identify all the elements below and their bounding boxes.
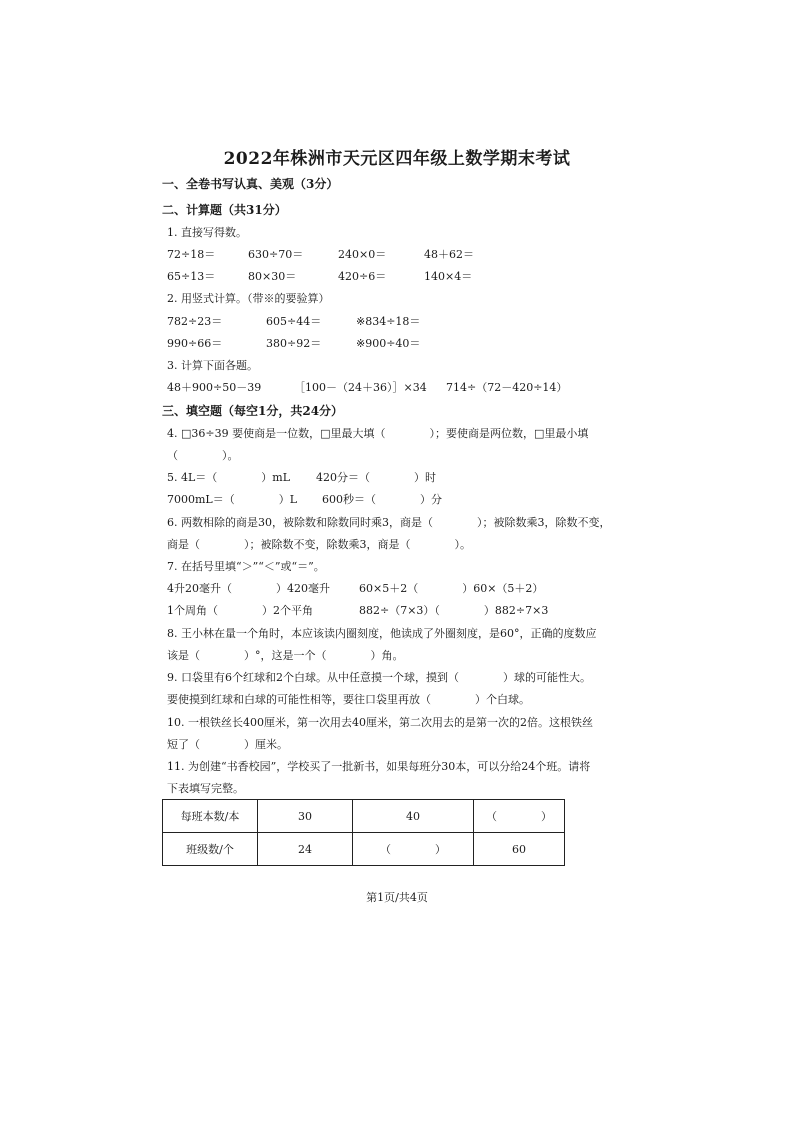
- q1-item: 630÷70＝: [248, 248, 304, 261]
- question-7-item: 1个周角（ ）2个平角: [167, 604, 313, 617]
- question-2-heading: 2. 用竖式计算。（带※的要验算）: [167, 292, 330, 305]
- q2-item: 990÷66＝: [167, 337, 223, 350]
- table-cell: 40: [353, 800, 474, 833]
- question-8-line: 8. 王小林在量一个角时，本应该读内圈刻度，他读成了外圈刻度，是60°，正确的度数应: [167, 627, 597, 640]
- question-6-line: 商是（ ）；被除数不变，除数乘3，商是（ ）。: [167, 538, 471, 551]
- question-6-line: 6. 两数相除的商是30，被除数和除数同时乘3，商是（ ）；被除数乘3，除数不变，: [167, 516, 611, 529]
- q2-item: ※834÷18＝: [356, 315, 421, 328]
- q1-item: 48＋62＝: [424, 248, 474, 261]
- q2-item: 380÷92＝: [266, 337, 322, 350]
- q1-item: 65÷13＝: [167, 270, 216, 283]
- q2-item: ※900÷40＝: [356, 337, 421, 350]
- q1-item: 140×4＝: [424, 270, 473, 283]
- question-7-item: 4升20毫升（ ）420毫升: [167, 582, 330, 595]
- q1-item: 80×30＝: [248, 270, 297, 283]
- question-9-line: 9. 口袋里有6个红球和2个白球。从中任意摸一个球，摸到（ ）球的可能性大。: [167, 671, 591, 684]
- q3-item: 48＋900÷50－39: [167, 381, 262, 394]
- question-7-heading: 7. 在括号里填“＞”“＜”或“＝”。: [167, 560, 325, 573]
- question-11-line: 11. 为创建“书香校园”，学校买了一批新书，如果每班分30本，可以分给24个班。请将: [167, 760, 591, 773]
- question-5-item: 5. 4L＝（ ）mL: [167, 471, 291, 484]
- q1-item: 240×0＝: [338, 248, 387, 261]
- q1-item: 420÷6＝: [338, 270, 387, 283]
- q1-item: 72÷18＝: [167, 248, 216, 261]
- question-7-item: 882÷（7×3）（ ）882÷7×3: [359, 604, 549, 617]
- question-5-item: 600秒＝（ ）分: [322, 493, 442, 506]
- table-cell: （ ）: [353, 833, 474, 866]
- table-cell: 24: [258, 833, 353, 866]
- question-1-heading: 1. 直接写得数。: [167, 226, 247, 239]
- table-cell: 60: [474, 833, 565, 866]
- table-cell: 30: [258, 800, 353, 833]
- section-heading-1: 一、全卷书写认真、美观（3分）: [162, 177, 339, 191]
- question-5-item: 420分＝（ ）时: [316, 471, 436, 484]
- question-7-item: 60×5＋2（ ）60×（5＋2）: [359, 582, 544, 595]
- question-3-heading: 3. 计算下面各题。: [167, 359, 258, 372]
- question-5-item: 7000mL＝（ ）L: [167, 493, 298, 506]
- question-4-line: （ ）。: [167, 449, 239, 462]
- table-cell: （ ）: [474, 800, 565, 833]
- q2-item: 782÷23＝: [167, 315, 223, 328]
- table-cell: 班级数/个: [163, 833, 258, 866]
- page-footer: 第1页/共4页: [366, 891, 428, 904]
- question-10-line: 10. 一根铁丝长400厘米，第一次用去40厘米，第二次用去的是第一次的2倍。这根铁丝: [167, 716, 593, 729]
- question-9-line: 要使摸到红球和白球的可能性相等，要往口袋里再放（ ）个白球。: [167, 693, 530, 706]
- table-row: [163, 800, 565, 833]
- table-cell: 每班本数/本: [163, 800, 258, 833]
- section-heading-3: 三、填空题（每空1分，共24分）: [162, 404, 344, 418]
- question-4-line: 4. □36÷39 要使商是一位数，□里最大填（ ）；要使商是两位数，□里最小填: [167, 427, 589, 440]
- table-row: [163, 833, 565, 866]
- q3-item: 714÷（72－420÷14）: [446, 381, 568, 394]
- question-10-line: 短了（ ）厘米。: [167, 738, 288, 751]
- books-per-class-table: [162, 799, 565, 866]
- page-title: 2022年株洲市天元区四年级上数学期末考试: [223, 149, 571, 169]
- q3-item: ［100－（24＋36）］×34: [294, 381, 427, 394]
- q2-item: 605÷44＝: [266, 315, 322, 328]
- question-11-line: 下表填写完整。: [167, 782, 244, 795]
- question-8-line: 该是（ ）°，这是一个（ ）角。: [167, 649, 404, 662]
- section-heading-2: 二、计算题（共31分）: [162, 203, 287, 217]
